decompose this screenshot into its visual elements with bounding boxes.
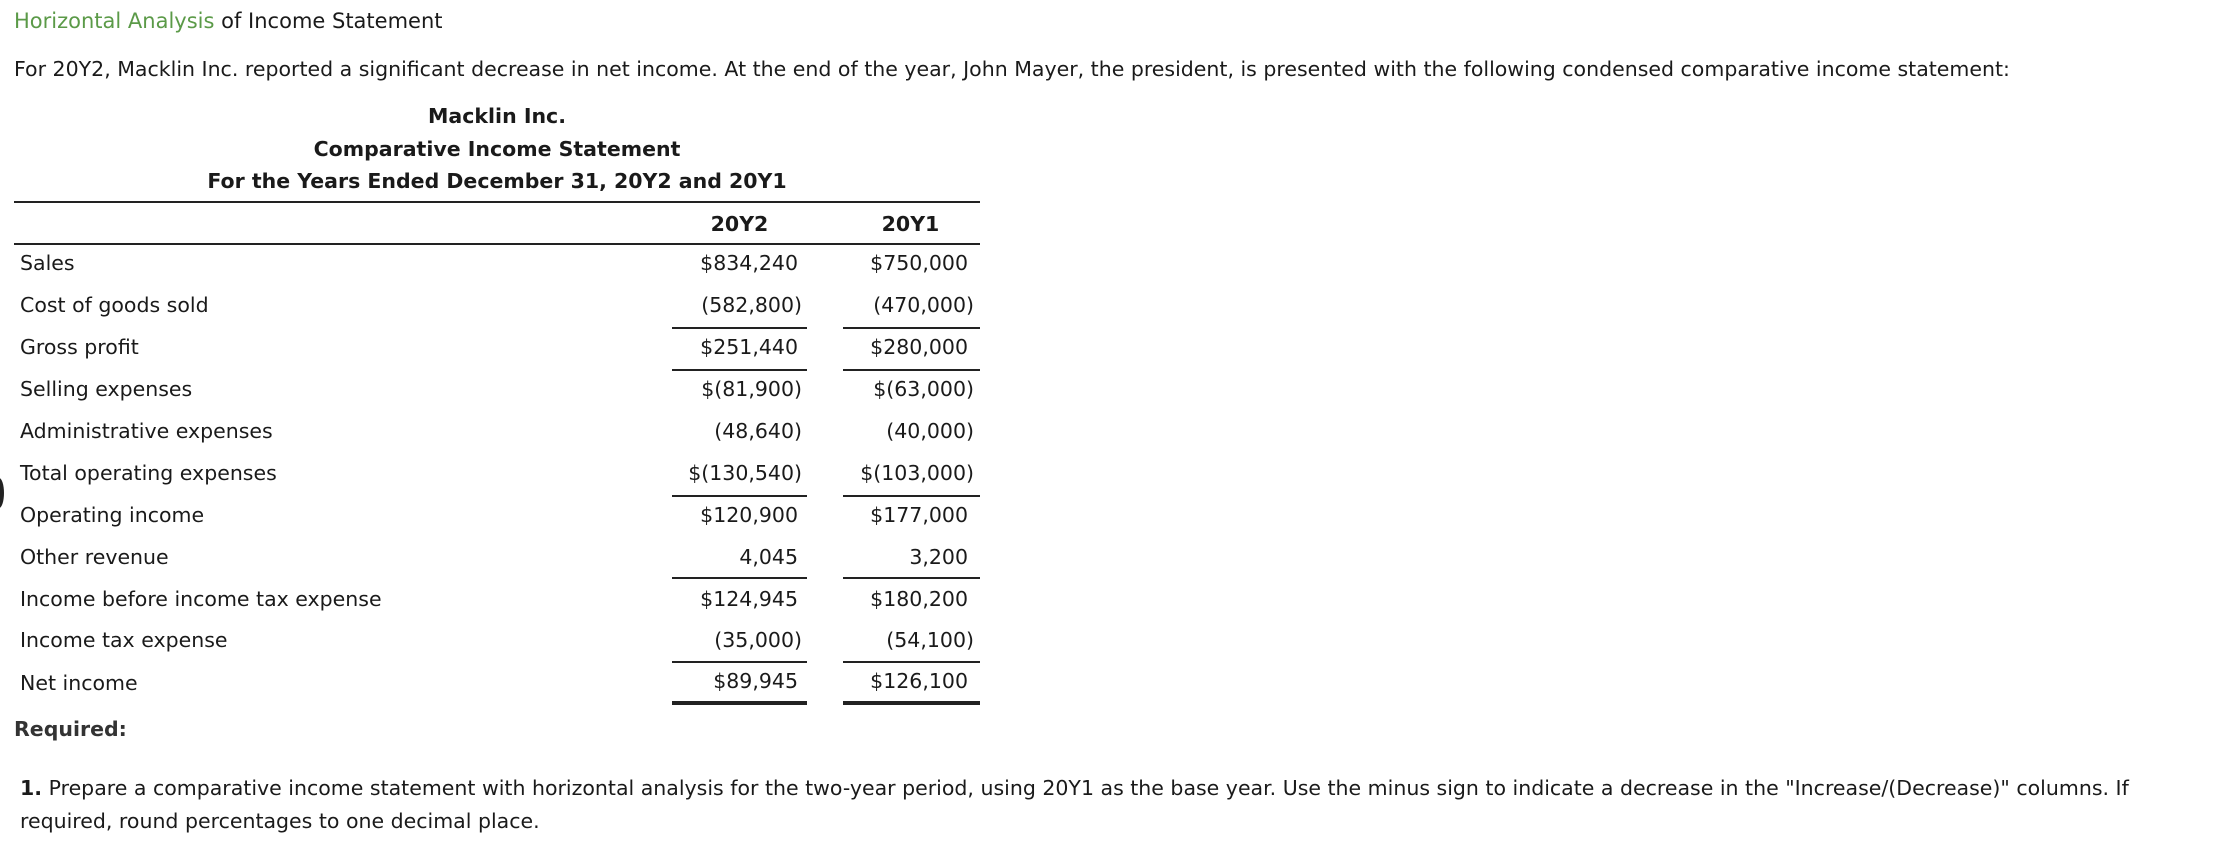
- statement-period: For the Years Ended December 31, 20Y2 and 20Y1: [207, 169, 787, 193]
- horizontal-analysis-link[interactable]: Horizontal Analysis: [14, 9, 215, 33]
- double-underline-net-income-20y1: [843, 701, 980, 705]
- cell-total-operating-expenses-20y2: $(130,540): [688, 461, 802, 485]
- underline-gross-profit-20y2: [672, 369, 807, 371]
- heading-rest: of Income Statement: [221, 9, 443, 33]
- double-underline-net-income-20y2: [672, 701, 807, 705]
- cell-administrative-expenses-20y1: (40,000): [886, 419, 974, 443]
- cell-other-revenue-20y1: 3,200: [909, 545, 968, 569]
- column-header-20y2: 20Y2: [710, 212, 769, 236]
- underline-total-operating-expenses-20y2: [672, 495, 807, 497]
- underline-cogs-20y1: [843, 327, 980, 329]
- cell-cogs-20y1: (470,000): [873, 293, 974, 317]
- edge-scroll-handle: [0, 478, 4, 508]
- underline-income-tax-20y2: [672, 661, 807, 663]
- cell-sales-20y1: $750,000: [870, 251, 968, 275]
- cell-operating-income-20y1: $177,000: [870, 503, 968, 527]
- row-label-administrative-expenses: Administrative expenses: [20, 419, 273, 443]
- cell-net-income-20y2: $89,945: [713, 669, 798, 693]
- underline-income-tax-20y1: [843, 661, 980, 663]
- question-1: [20, 772, 2210, 838]
- cell-gross-profit-20y1: $280,000: [870, 335, 968, 359]
- cell-operating-income-20y2: $120,900: [700, 503, 798, 527]
- row-label-cost-of-goods-sold: Cost of goods sold: [20, 293, 209, 317]
- table-top-rule: [14, 201, 980, 203]
- column-header-20y1: 20Y1: [881, 212, 940, 236]
- row-label-total-operating-expenses: Total operating expenses: [20, 461, 277, 485]
- cell-other-revenue-20y2: 4,045: [739, 545, 798, 569]
- cell-total-operating-expenses-20y1: $(103,000): [860, 461, 974, 485]
- row-label-other-revenue: Other revenue: [20, 545, 169, 569]
- cell-income-before-tax-20y2: $124,945: [700, 587, 798, 611]
- cell-income-tax-expense-20y2: (35,000): [714, 628, 802, 652]
- question-number: 1.: [20, 776, 43, 800]
- page-heading: [14, 9, 443, 33]
- underline-total-operating-expenses-20y1: [843, 495, 980, 497]
- underline-cogs-20y2: [672, 327, 807, 329]
- row-label-net-income: Net income: [20, 671, 138, 695]
- required-label: Required:: [14, 717, 127, 741]
- statement-title: Comparative Income Statement: [313, 137, 681, 161]
- row-label-gross-profit: Gross profit: [20, 335, 139, 359]
- question-text: Prepare a comparative income statement with horizontal analysis for the two-year period, using 20Y1 as the base year. Use the minus sign to indicate a decrease in the "Increase/(Decrease)" columns. If required, round percentages to one decimal place.: [20, 776, 2129, 833]
- company-name: Macklin Inc.: [428, 104, 566, 128]
- row-label-operating-income: Operating income: [20, 503, 205, 527]
- row-label-income-tax-expense: Income tax expense: [20, 628, 228, 652]
- underline-other-revenue-20y1: [843, 577, 980, 579]
- underline-gross-profit-20y1: [843, 369, 980, 371]
- cell-gross-profit-20y2: $251,440: [700, 335, 798, 359]
- cell-administrative-expenses-20y2: (48,640): [714, 419, 802, 443]
- header-bottom-rule: [14, 243, 980, 245]
- row-label-sales: Sales: [20, 251, 75, 275]
- cell-selling-expenses-20y2: $(81,900): [701, 377, 802, 401]
- row-label-selling-expenses: Selling expenses: [20, 377, 193, 401]
- cell-sales-20y2: $834,240: [700, 251, 798, 275]
- cell-net-income-20y1: $126,100: [870, 669, 968, 693]
- cell-income-before-tax-20y1: $180,200: [870, 587, 968, 611]
- intro-text: For 20Y2, Macklin Inc. reported a significant decrease in net income. At the end of the year, John Mayer, the president, is presented with the following condensed comparative income statement:: [14, 57, 2010, 81]
- cell-cogs-20y2: (582,800): [701, 293, 802, 317]
- cell-income-tax-expense-20y1: (54,100): [886, 628, 974, 652]
- cell-selling-expenses-20y1: $(63,000): [873, 377, 974, 401]
- underline-other-revenue-20y2: [672, 577, 807, 579]
- row-label-income-before-tax: Income before income tax expense: [20, 587, 382, 611]
